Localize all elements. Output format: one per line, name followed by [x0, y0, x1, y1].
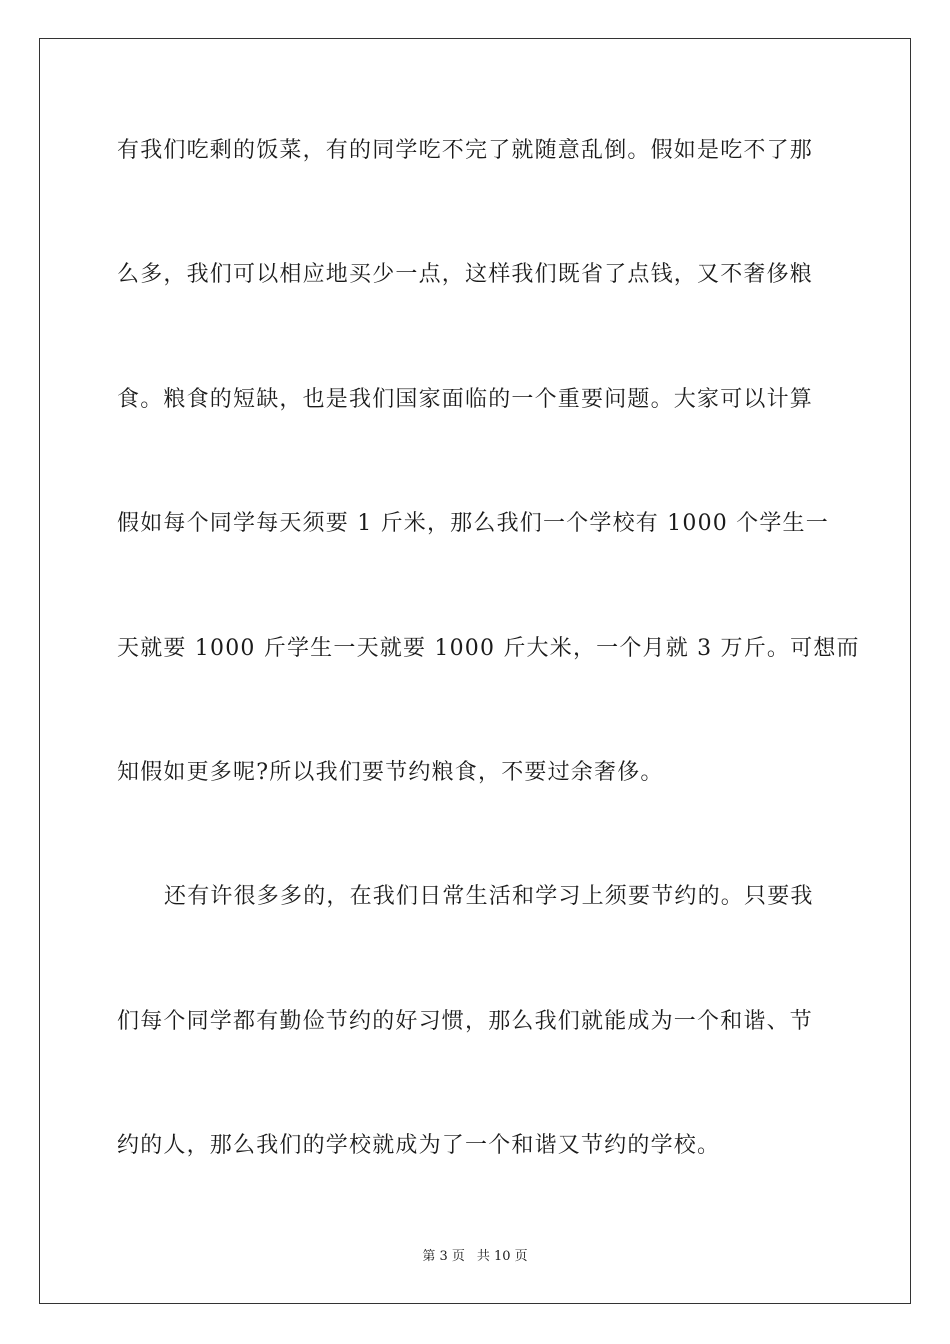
text-line-4: 假如每个同学每天须要 1 斤米，那么我们一个学校有 1000 个学生一: [117, 511, 829, 536]
page-total: 共 10 页: [476, 1249, 528, 1264]
text-line-3: 食。粮食的短缺，也是我们国家面临的一个重要问题。大家可以计算: [117, 387, 814, 412]
text-line-9: 约的人，那么我们的学校就成为了一个和谐又节约的学校。: [117, 1133, 721, 1158]
page-border: [39, 38, 911, 1304]
text-line-2: 么多，我们可以相应地买少一点，这样我们既省了点钱，又不奢侈粮: [117, 262, 814, 287]
text-line-1: 有我们吃剩的饭菜，有的同学吃不完了就随意乱倒。假如是吃不了那: [117, 138, 814, 163]
text-line-6: 知假如更多呢?所以我们要节约粮食，不要过余奢侈。: [117, 760, 664, 785]
page-number: 第 3 页: [422, 1249, 465, 1264]
text-line-8: 们每个同学都有勤俭节约的好习惯，那么我们就能成为一个和谐、节: [117, 1009, 814, 1034]
text-line-7: 还有许很多多的，在我们日常生活和学习上须要节约的。只要我: [164, 884, 814, 909]
page-footer: [0, 1249, 950, 1265]
text-line-5: 天就要 1000 斤学生一天就要 1000 斤大米，一个月就 3 万斤。可想而: [117, 636, 860, 661]
